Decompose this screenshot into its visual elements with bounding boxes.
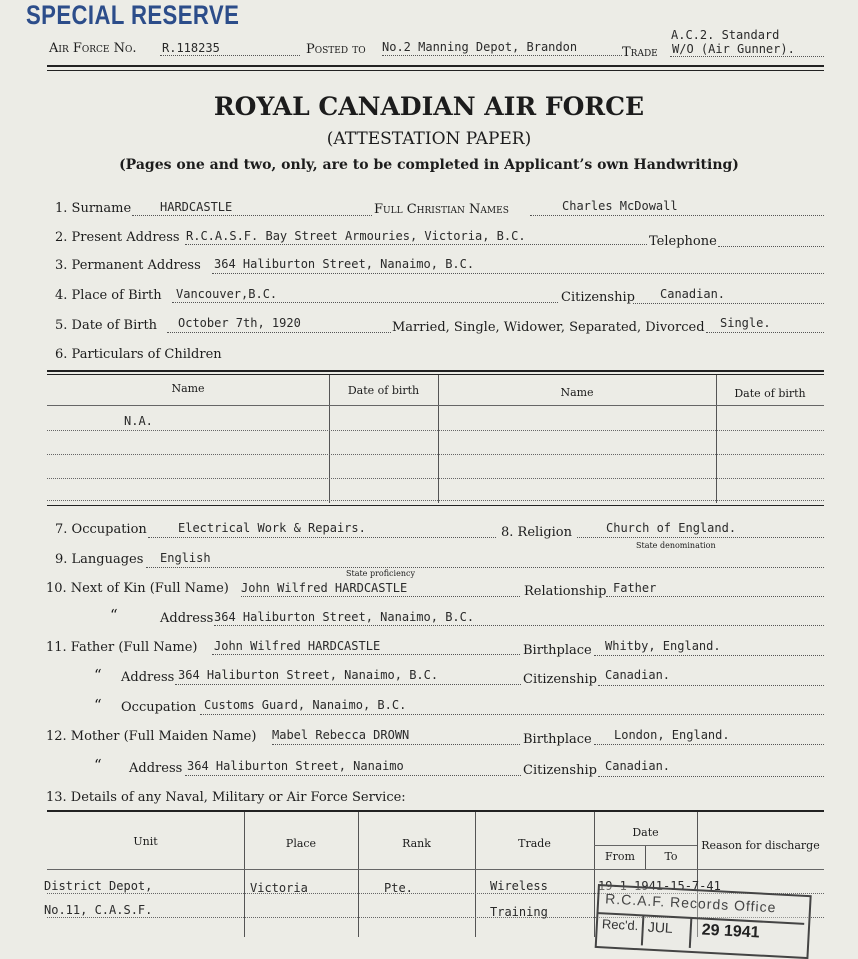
posted-label: Posted to — [306, 42, 366, 57]
trade-value: W/O (Air Gunner). — [672, 42, 795, 56]
service-place: Victoria — [250, 881, 308, 895]
service-col-div-3 — [475, 812, 476, 937]
children-header-rule — [47, 405, 824, 406]
children-row-line-2 — [47, 454, 824, 455]
records-stamp-month: JUL — [647, 918, 674, 936]
service-header-to: To — [664, 850, 678, 863]
af-no-label: Air Force No. — [49, 41, 137, 56]
mother-birthplace-value: London, England. — [614, 728, 730, 742]
christian-names-value: Charles McDowall — [562, 199, 678, 213]
mother-address-value: 364 Haliburton Street, Nanaimo — [187, 759, 404, 773]
service-col-div-1 — [244, 812, 245, 937]
mother-birthplace-label: Birthplace — [523, 732, 592, 747]
relationship-value: Father — [613, 581, 657, 595]
header-rule-bottom — [47, 70, 824, 71]
children-row-line-4 — [47, 500, 824, 501]
trade-label: Trade — [622, 45, 658, 60]
occupation-value: Electrical Work & Repairs. — [178, 521, 366, 535]
form-title: ROYAL CANADIAN AIR FORCE — [213, 92, 645, 121]
languages-line — [146, 553, 824, 568]
form-subtitle: (ATTESTATION PAPER) — [326, 129, 532, 149]
present-address-value: R.C.A.S.F. Bay Street Armouries, Victoria, B.C. — [186, 229, 526, 243]
citizenship-label: Citizenship — [561, 290, 635, 305]
birth-date-value: October 7th, 1920 — [178, 316, 301, 330]
christian-names-label — [374, 202, 509, 217]
service-rank: Pte. — [384, 881, 413, 895]
father-address-value: 364 Haliburton Street, Nanaimo, B.C. — [178, 668, 439, 682]
children-entry: N.A. — [124, 414, 153, 428]
permanent-address-label: 3. Permanent Address — [55, 258, 201, 273]
marital-value: Single. — [720, 316, 771, 330]
mother-value: Mabel Rebecca DROWN — [272, 728, 410, 742]
kin-value: John Wilfred HARDCASTLE — [241, 581, 408, 595]
state-proficiency-note: State proficiency — [346, 569, 415, 578]
service-trade-line2: Training — [490, 905, 548, 919]
service-header-place: Place — [285, 837, 317, 850]
children-header-name-1: Name — [171, 382, 205, 395]
service-header-date: Date — [632, 826, 659, 839]
birth-place-label: 4. Place of Birth — [55, 288, 162, 303]
records-stamp-title: R.C.A.F. Records Office — [604, 890, 777, 916]
mother-address-ditto: “ — [94, 756, 102, 774]
children-row-line-3 — [47, 478, 824, 479]
telephone-line — [718, 232, 824, 247]
service-col-div-2 — [358, 812, 359, 937]
children-table-bottom — [47, 505, 824, 506]
kin-address-value: 364 Haliburton Street, Nanaimo, B.C. — [214, 610, 475, 624]
christian-names-text: Full Christian Names — [374, 202, 509, 217]
service-header-rule — [47, 869, 824, 870]
state-denomination-note: State denomination — [636, 541, 716, 550]
form-note: (Pages one and two, only, are to be completed in Applicant’s own Handwriting) — [119, 157, 739, 173]
records-stamp-vdiv1 — [641, 915, 645, 945]
children-label: 6. Particulars of Children — [55, 347, 222, 362]
service-unit-line2: No.11, C.A.S.F. — [44, 903, 153, 917]
children-row-line-1 — [47, 430, 824, 431]
permanent-address-value: 364 Haliburton Street, Nanaimo, B.C. — [214, 257, 475, 271]
father-citizenship-label: Citizenship — [523, 672, 597, 687]
religion-label: 8. Religion — [501, 525, 573, 540]
father-address-label: Address — [121, 670, 175, 685]
father-birthplace-value: Whitby, England. — [605, 639, 721, 653]
mother-citizenship-label: Citizenship — [523, 763, 597, 778]
father-citizenship-value: Canadian. — [605, 668, 671, 682]
father-occupation-ditto: “ — [94, 696, 102, 714]
service-trade-line1: Wireless — [490, 879, 548, 893]
father-birthplace-label: Birthplace — [523, 643, 592, 658]
children-table-top2 — [47, 374, 824, 375]
father-occupation-value: Customs Guard, Nanaimo, B.C. — [204, 698, 407, 712]
service-date-split — [594, 845, 697, 846]
surname-label: 1. Surname — [55, 201, 132, 216]
service-label: 13. Details of any Naval, Military or Air Force Service: — [46, 790, 406, 805]
af-no-value: R.118235 — [162, 41, 220, 55]
service-dates: 19-1-1941-15-7-41 — [598, 879, 721, 893]
telephone-label: Telephone — [649, 234, 717, 249]
mother-citizenship-value: Canadian. — [605, 759, 671, 773]
records-stamp-recd: Rec'd. — [601, 916, 639, 934]
citizenship-value: Canadian. — [660, 287, 726, 301]
service-unit-line1: District Depot, — [44, 879, 153, 893]
service-table-top — [47, 810, 824, 812]
mother-address-label: Address — [129, 761, 183, 776]
posted-value: No.2 Manning Depot, Brandon — [382, 40, 578, 54]
father-value: John Wilfred HARDCASTLE — [214, 639, 381, 653]
birth-place-value: Vancouver,B.C. — [176, 287, 278, 301]
father-label: 11. Father (Full Name) — [46, 640, 198, 655]
religion-value: Church of England. — [606, 521, 737, 535]
father-occupation-label: Occupation — [121, 700, 197, 715]
kin-ditto-mark: “ — [110, 606, 118, 624]
header-rule-top — [47, 65, 824, 67]
languages-value: English — [160, 551, 211, 565]
children-table-top — [47, 370, 824, 372]
birth-date-label: 5. Date of Birth — [55, 318, 158, 333]
father-address-ditto: “ — [94, 666, 102, 684]
records-office-stamp — [595, 884, 812, 959]
children-header-dob-1: Date of birth — [347, 384, 420, 397]
service-header-trade: Trade — [518, 837, 551, 850]
service-header-from: From — [605, 850, 635, 863]
service-header-unit: Unit — [133, 835, 158, 848]
kin-label: 10. Next of Kin (Full Name) — [46, 581, 229, 596]
present-address-label: 2. Present Address — [55, 230, 180, 245]
occupation-label: 7. Occupation — [55, 522, 147, 537]
records-stamp-day: 29 1941 — [701, 921, 760, 942]
marital-label: Married, Single, Widower, Separated, Divorced — [392, 320, 705, 335]
children-header-dob-2: Date of birth — [734, 387, 806, 400]
service-header-rank: Rank — [402, 837, 431, 850]
kin-address-label: Address — [160, 611, 214, 626]
children-header-name-2: Name — [560, 386, 594, 399]
service-header-reason: Reason for discharge — [701, 839, 820, 852]
mother-label: 12. Mother (Full Maiden Name) — [46, 729, 257, 744]
relationship-label: Relationship — [524, 584, 607, 599]
surname-value: HARDCASTLE — [160, 200, 233, 214]
languages-label: 9. Languages — [55, 552, 144, 567]
standard-note: A.C.2. Standard — [671, 28, 780, 42]
records-stamp-vdiv2 — [689, 918, 693, 948]
special-reserve-stamp: SPECIAL RESERVE — [26, 0, 240, 30]
